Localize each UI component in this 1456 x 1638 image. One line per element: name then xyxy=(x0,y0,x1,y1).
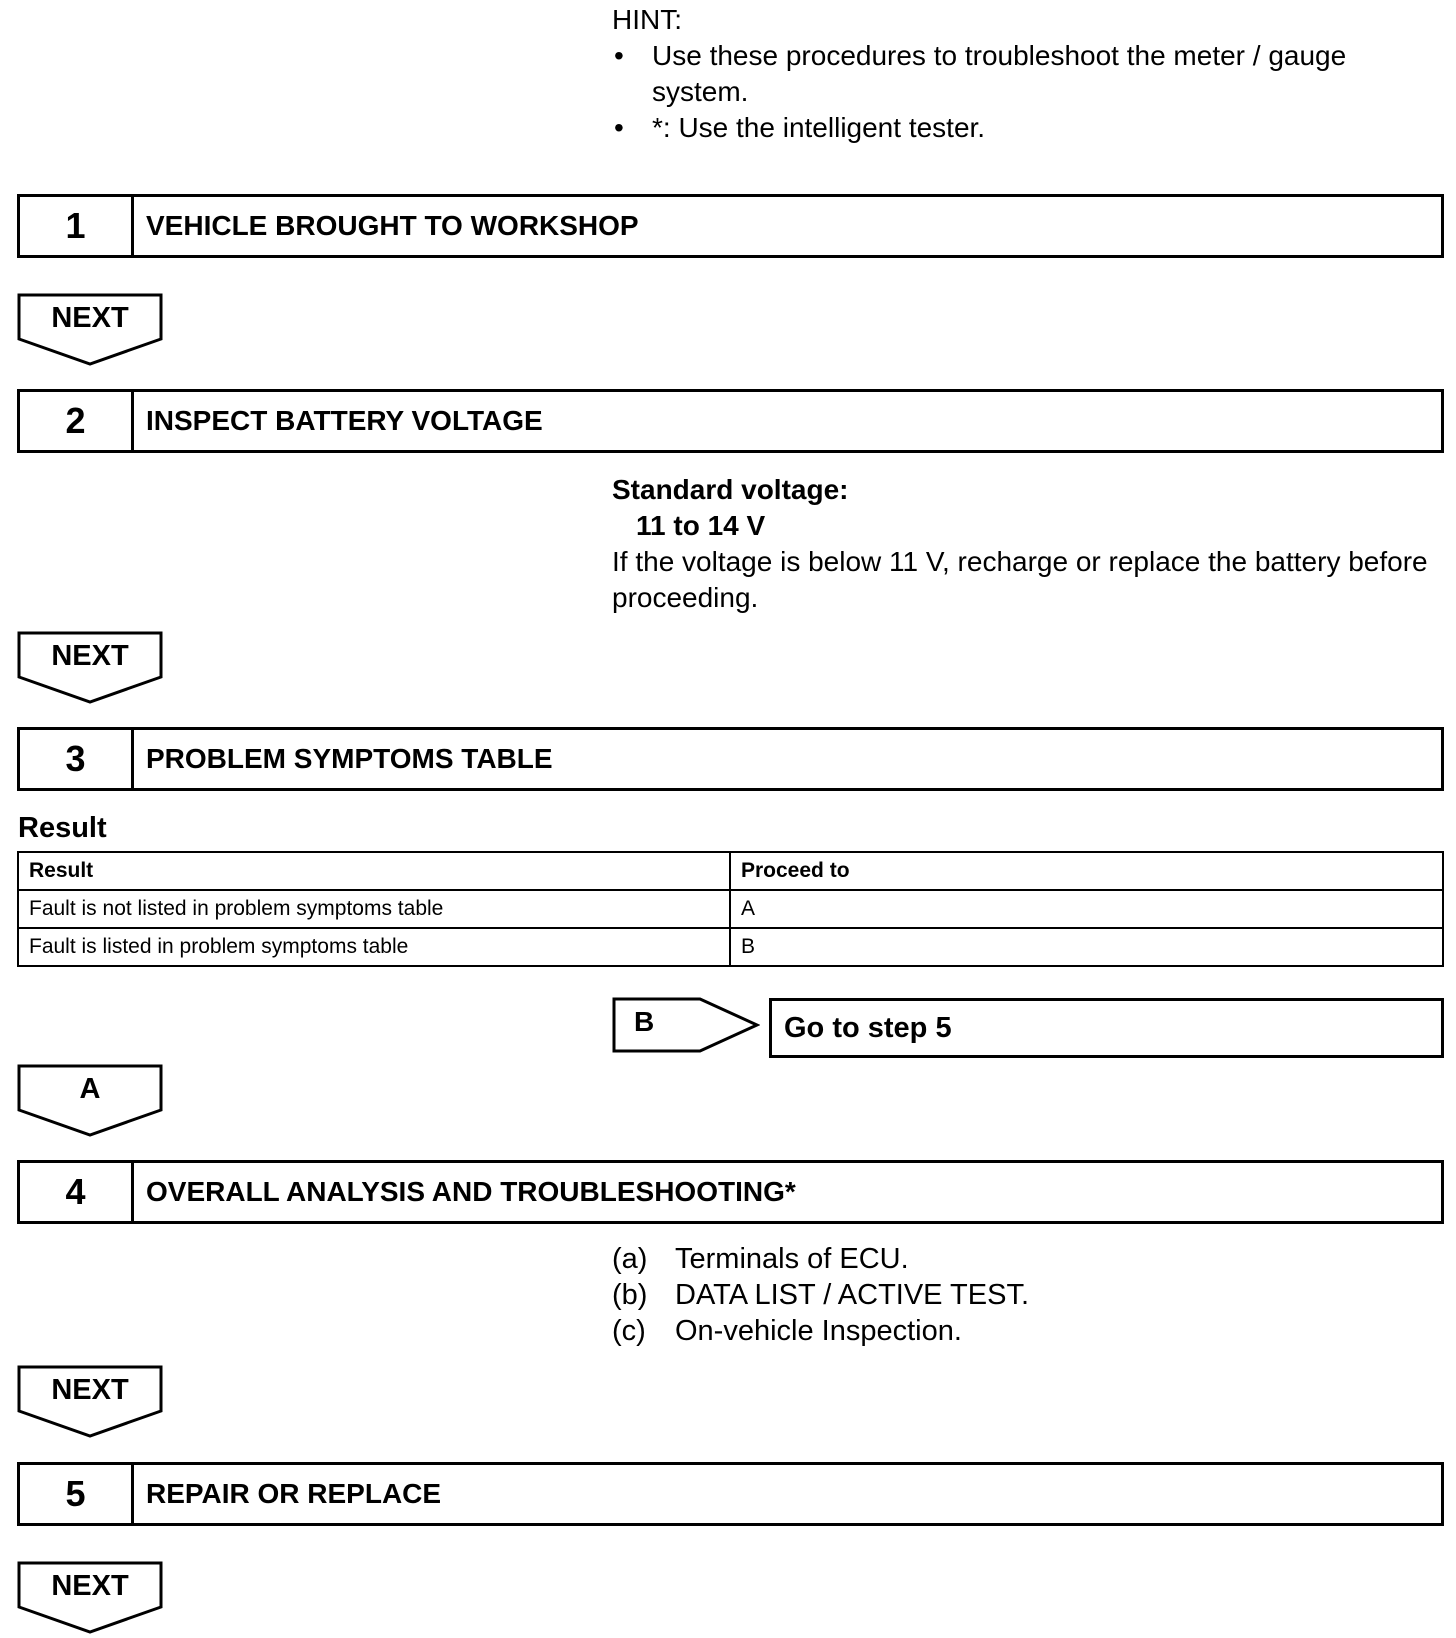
hint-heading: HINT: xyxy=(612,4,682,35)
next-arrow-2 xyxy=(17,631,163,705)
step-title: INSPECT BATTERY VOLTAGE xyxy=(146,405,543,436)
step-number: 2 xyxy=(20,392,134,450)
hint-item xyxy=(612,38,1432,110)
step-number: 1 xyxy=(20,197,134,255)
list-label: (b) xyxy=(612,1279,648,1311)
hint-item xyxy=(612,110,1432,146)
result-table xyxy=(17,851,1444,967)
list-item xyxy=(612,1277,1029,1313)
bullet-icon: • xyxy=(614,112,624,143)
column-header: Proceed to xyxy=(730,852,1443,890)
next-arrow-1 xyxy=(17,293,163,367)
next-label: NEXT xyxy=(51,302,129,334)
branch-a-arrow xyxy=(17,1064,163,1138)
list-label: (c) xyxy=(612,1315,646,1347)
next-label: NEXT xyxy=(51,640,129,672)
column-header: Result xyxy=(18,852,730,890)
table-header-row xyxy=(18,852,1443,890)
next-arrow-3 xyxy=(17,1365,163,1439)
analysis-list xyxy=(612,1241,1029,1349)
table-row xyxy=(18,890,1443,928)
branch-label: A xyxy=(79,1073,101,1105)
step-title: REPAIR OR REPLACE xyxy=(146,1478,442,1509)
step-title: PROBLEM SYMPTOMS TABLE xyxy=(146,743,553,774)
step-number: 3 xyxy=(20,730,134,788)
table-cell: A xyxy=(730,890,1443,928)
list-item xyxy=(612,1313,1029,1349)
step-4-box xyxy=(17,1160,1444,1224)
hint-text: *: Use the intelligent tester. xyxy=(652,112,986,143)
step-1-box xyxy=(17,194,1444,258)
table-cell: B xyxy=(730,928,1443,966)
list-text: Terminals of ECU. xyxy=(675,1243,909,1275)
list-label: (a) xyxy=(612,1243,648,1275)
list-item xyxy=(612,1241,1029,1277)
step-title: OVERALL ANALYSIS AND TROUBLESHOOTING* xyxy=(146,1176,796,1207)
goto-step-box: Go to step 5 xyxy=(769,998,1444,1058)
battery-spec xyxy=(612,472,1442,616)
next-label: NEXT xyxy=(51,1570,129,1602)
step-2-box xyxy=(17,389,1444,453)
list-text: On-vehicle Inspection. xyxy=(675,1315,962,1347)
table-cell: Fault is listed in problem symptoms table xyxy=(18,928,730,966)
hint-block xyxy=(612,2,1432,146)
result-heading: Result xyxy=(18,812,107,844)
battery-note: If the voltage is below 11 V, recharge or replace the battery before proceeding. xyxy=(612,546,1428,613)
step-3-box xyxy=(17,727,1444,791)
branch-b-arrow xyxy=(612,997,760,1053)
next-arrow-4 xyxy=(17,1561,163,1635)
step-number: 5 xyxy=(20,1465,134,1523)
next-label: NEXT xyxy=(51,1374,129,1406)
bullet-icon: • xyxy=(614,40,624,71)
table-cell: Fault is not listed in problem symptoms table xyxy=(18,890,730,928)
step-5-box xyxy=(17,1462,1444,1526)
step-title: VEHICLE BROUGHT TO WORKSHOP xyxy=(146,210,639,241)
hint-text: Use these procedures to troubleshoot the meter / gauge system. xyxy=(652,40,1347,107)
table-row xyxy=(18,928,1443,966)
step-number: 4 xyxy=(20,1163,134,1221)
standard-voltage-label: Standard voltage: xyxy=(612,474,849,505)
list-text: DATA LIST / ACTIVE TEST. xyxy=(675,1279,1030,1311)
standard-voltage-value: 11 to 14 V xyxy=(636,510,766,541)
branch-label: B xyxy=(634,1006,655,1037)
